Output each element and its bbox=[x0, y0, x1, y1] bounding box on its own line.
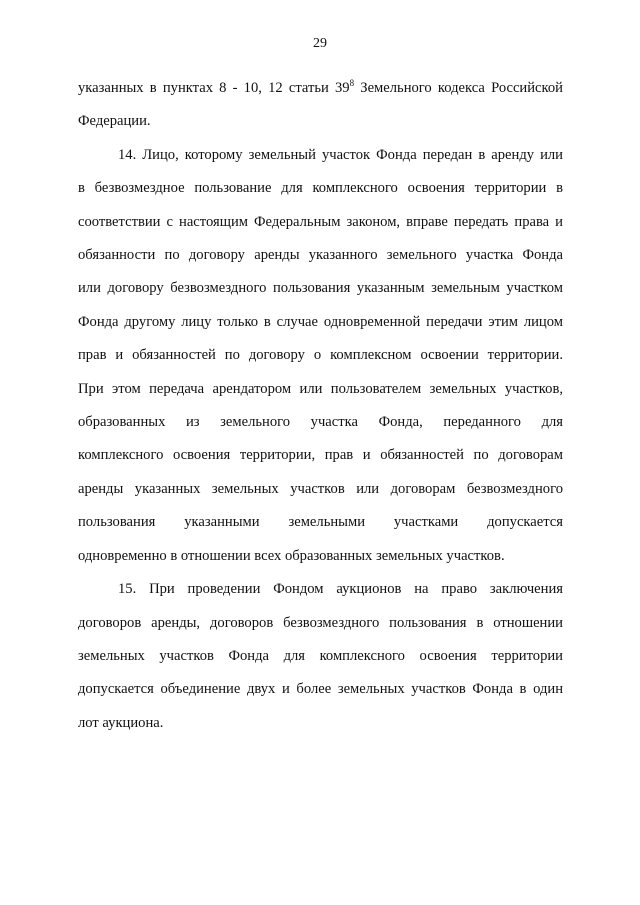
document-body bbox=[78, 72, 563, 740]
text-line: земельных участков Фонда для комплексного освоения территории bbox=[78, 647, 563, 664]
paragraph-15 bbox=[78, 573, 563, 740]
page-number: 29 bbox=[313, 36, 327, 51]
text-line: образованных из земельного участка Фонда, переданного для bbox=[78, 414, 563, 431]
paragraph-14 bbox=[78, 139, 563, 573]
text-line: одновременно в отношении всех образованных земельных участков. bbox=[78, 547, 505, 564]
text-line: лот аукциона. bbox=[78, 714, 164, 731]
text-line: договоров аренды, договоров безвозмездного пользования в отношении bbox=[78, 614, 563, 631]
text-fragment: указанных в пунктах 8 - 10, 12 статьи 39 bbox=[78, 80, 350, 96]
text-line: пользования указанными земельными участками допускается bbox=[78, 514, 563, 531]
superscript-number: 8 bbox=[349, 78, 355, 88]
text-line: соответствии с настоящим Федеральным законом, вправе передать права и bbox=[78, 213, 563, 230]
text-line: или договору безвозмездного пользования указанным земельным участком bbox=[78, 280, 563, 297]
text-fragment: Земельного кодекса Российской bbox=[354, 80, 563, 96]
paragraph-first-line: 15. При проведении Фондом аукционов на право заключения bbox=[118, 581, 563, 598]
paragraph-first-line: 14. Лицо, которому земельный участок Фонда передан в аренду или bbox=[118, 146, 563, 163]
paragraph-continuation bbox=[78, 72, 563, 139]
text-line: прав и обязанностей по договору о комплексном освоении территории. bbox=[78, 347, 563, 364]
text-line bbox=[78, 72, 563, 105]
text-line: аренды указанных земельных участков или договорам безвозмездного bbox=[78, 480, 563, 497]
text-line: обязанности по договору аренды указанного земельного участка Фонда bbox=[78, 247, 563, 264]
text-line: Фонда другому лицу только в случае одновременной передачи этим лицом bbox=[78, 313, 563, 330]
text-line: При этом передача арендатором или пользователем земельных участков, bbox=[78, 380, 563, 397]
text-line: комплексного освоения территории, прав и обязанностей по договорам bbox=[78, 447, 563, 464]
text-line: допускается объединение двух и более земельных участков Фонда в один bbox=[78, 681, 563, 698]
text-line: Федерации. bbox=[78, 113, 151, 130]
text-line: в безвозмездное пользование для комплексного освоения территории в bbox=[78, 180, 563, 197]
